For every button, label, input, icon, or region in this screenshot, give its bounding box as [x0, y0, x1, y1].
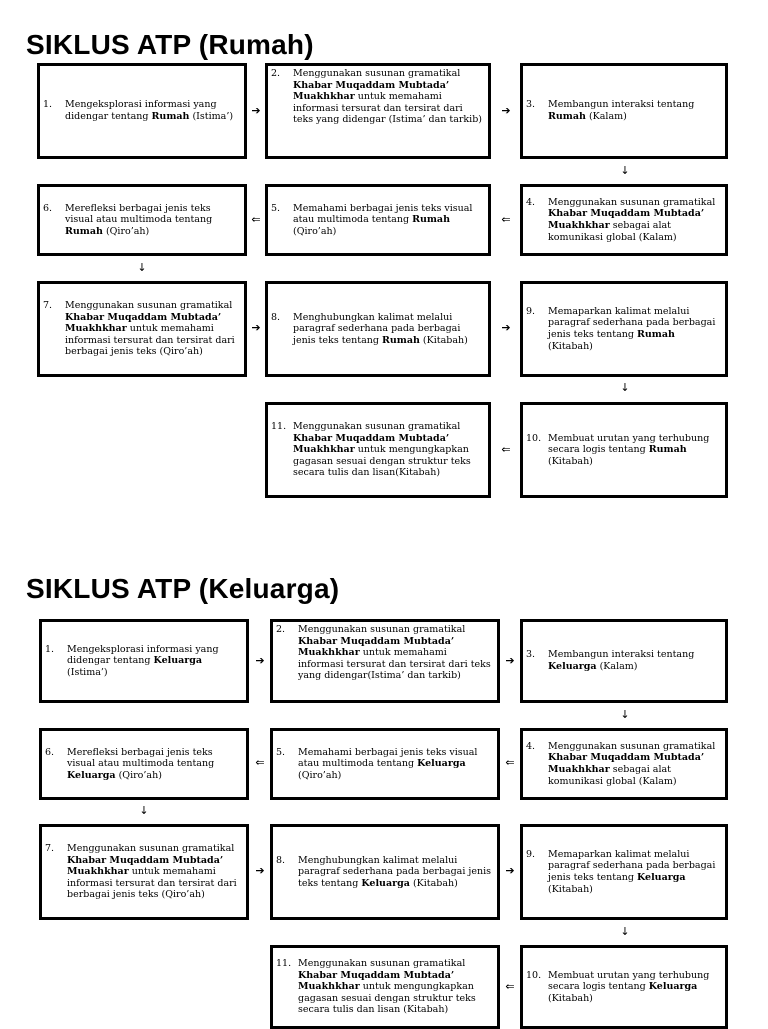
step-number: 5.	[271, 202, 281, 214]
step-box-10	[520, 945, 728, 1029]
step-box-4	[520, 728, 728, 800]
step-box-7	[37, 281, 247, 377]
step-number: 3.	[526, 99, 536, 111]
step-text: Menggunakan susunan gramatikal Khabar Muqaddam Mubtada’ Muakhkhar sebagai alat komunikasi global (Kalam)	[548, 196, 716, 243]
step-text: Menghubungkan kalimat melalui paragraf sederhana pada berbagai jenis teks tentang Keluarga (Kitabah)	[298, 854, 492, 889]
step-box-6	[37, 184, 247, 256]
step-text: Membuat urutan yang terhubung secara logis tentang Keluarga (Kitabah)	[548, 969, 710, 1004]
step-box-1	[37, 63, 247, 159]
arrow-right-icon: ➔	[255, 654, 265, 667]
step-text: Membuat urutan yang terhubung secara logis tentang Rumah (Kitabah)	[548, 432, 710, 467]
step-box-3	[520, 619, 728, 703]
step-text: Memaparkan kalimat melalui paragraf sederhana pada berbagai jenis teks tentang Keluarga (Kitabah)	[548, 848, 716, 895]
step-box-3	[520, 63, 728, 159]
arrow-left-icon: ⇐	[505, 756, 515, 769]
step-number: 1.	[45, 643, 55, 655]
arrow-right-icon: ➔	[505, 864, 515, 877]
step-text: Menggunakan susunan gramatikal Khabar Muqaddam Mubtada’ Muakhkhar sebagai alat komunikasi global (Kalam)	[548, 740, 716, 787]
step-number: 8.	[276, 854, 286, 866]
arrow-down-icon: ↓	[137, 261, 147, 274]
section-title-keluarga: SIKLUS ATP (Keluarga)	[26, 573, 340, 604]
step-text: Menggunakan susunan gramatikal Khabar Muqaddam Mubtada’ Muakhkhar untuk memahami informasi tersurat dan tersirat dari berbagai jenis teks (Qiro’ah)	[67, 843, 237, 901]
arrow-right-icon: ➔	[255, 864, 265, 877]
step-number: 9.	[526, 305, 536, 317]
step-box-8	[265, 281, 491, 377]
step-number: 10.	[526, 969, 542, 981]
step-number: 8.	[271, 311, 281, 323]
step-number: 11.	[271, 421, 287, 433]
step-number: 7.	[43, 300, 53, 312]
arrow-left-icon: ⇐	[505, 980, 515, 993]
step-box-2	[270, 619, 500, 703]
step-box-4	[520, 184, 728, 256]
arrow-left-icon: ⇐	[251, 213, 261, 226]
step-number: 2.	[276, 624, 286, 635]
step-box-5	[270, 728, 500, 800]
step-number: 3.	[526, 649, 536, 661]
step-number: 4.	[526, 196, 536, 208]
step-number: 5.	[276, 746, 286, 758]
step-text: Menggunakan susunan gramatikal Khabar Muqaddam Mubtada’ Muakhkhar untuk memahami informasi tersurat dan tersirat dari berbagai jenis teks (Qiro’ah)	[65, 300, 235, 358]
step-text: Menghubungkan kalimat melalui paragraf sederhana pada berbagai jenis teks tentang Rumah (Kitabah)	[293, 311, 468, 346]
step-number: 2.	[271, 68, 281, 79]
step-text: Mengeksplorasi informasi yang didengar tentang Keluarga (Istima’)	[67, 643, 219, 678]
step-text: Menggunakan susunan gramatikal Khabar Muqaddam Mubtada’ Muakhkhar untuk memahami informasi tersurat dan tersirat dari teks yang didengar(Istima’ dan tarkib)	[298, 624, 491, 682]
step-number: 1.	[43, 99, 53, 111]
arrow-down-icon: ↓	[620, 925, 630, 938]
step-box-5	[265, 184, 491, 256]
step-box-9	[520, 281, 728, 377]
section-title-rumah: SIKLUS ATP (Rumah)	[26, 29, 314, 60]
step-box-10	[520, 402, 728, 498]
arrow-down-icon: ↓	[620, 381, 630, 394]
step-box-1	[39, 619, 249, 703]
step-box-6	[39, 728, 249, 800]
step-text: Memahami berbagai jenis teks visual atau multimoda tentang Rumah (Qiro’ah)	[293, 202, 473, 237]
step-box-11	[265, 402, 491, 498]
arrow-right-icon: ➔	[501, 104, 511, 117]
arrow-left-icon: ⇐	[501, 443, 511, 456]
step-text: Membangun interaksi tentang Rumah (Kalam)	[548, 99, 695, 122]
step-text: Memahami berbagai jenis teks visual atau multimoda tentang Keluarga (Qiro’ah)	[298, 746, 478, 781]
step-text: Menggunakan susunan gramatikal Khabar Muqaddam Mubtada’ Muakhkhar untuk memahami informasi tersurat dan tersirat dari teks yang didengar (Istima’ dan tarkib)	[293, 68, 482, 126]
step-text: Menggunakan susunan gramatikal Khabar Muqaddam Mubtada’ Muakhkhar untuk mengungkapkan gagasan sesuai dengan struktur teks secara tulis dan lisan(Kitabah)	[293, 421, 471, 479]
step-number: 10.	[526, 432, 542, 444]
step-text: Membangun interaksi tentang Keluarga (Kalam)	[548, 649, 695, 672]
step-number: 11.	[276, 958, 292, 970]
step-number: 6.	[43, 202, 53, 214]
step-box-11	[270, 945, 500, 1029]
arrow-down-icon: ↓	[620, 708, 630, 721]
step-number: 4.	[526, 740, 536, 752]
step-text: Menggunakan susunan gramatikal Khabar Muqaddam Mubtada’ Muakhkhar untuk mengungkapkan gagasan sesuai dengan struktur teks secara tulis dan lisan (Kitabah)	[298, 958, 476, 1016]
arrow-down-icon: ↓	[139, 804, 149, 817]
step-text: Merefleksi berbagai jenis teks visual atau multimoda tentang Rumah (Qiro’ah)	[65, 202, 213, 237]
step-number: 6.	[45, 746, 55, 758]
step-box-9	[520, 824, 728, 920]
step-box-8	[270, 824, 500, 920]
arrow-left-icon: ⇐	[501, 213, 511, 226]
step-number: 9.	[526, 848, 536, 860]
arrow-right-icon: ➔	[505, 654, 515, 667]
step-box-7	[39, 824, 249, 920]
arrow-right-icon: ➔	[501, 321, 511, 334]
step-text: Mengeksplorasi informasi yang didengar tentang Rumah (Istima’)	[65, 99, 234, 122]
step-box-2	[265, 63, 491, 159]
step-text: Merefleksi berbagai jenis teks visual atau multimoda tentang Keluarga (Qiro’ah)	[67, 746, 215, 781]
arrow-left-icon: ⇐	[255, 756, 265, 769]
arrow-down-icon: ↓	[620, 164, 630, 177]
arrow-right-icon: ➔	[251, 104, 261, 117]
step-number: 7.	[45, 843, 55, 855]
arrow-right-icon: ➔	[251, 321, 261, 334]
step-text: Memaparkan kalimat melalui paragraf sederhana pada berbagai jenis teks tentang Rumah (Kitabah)	[548, 305, 716, 352]
